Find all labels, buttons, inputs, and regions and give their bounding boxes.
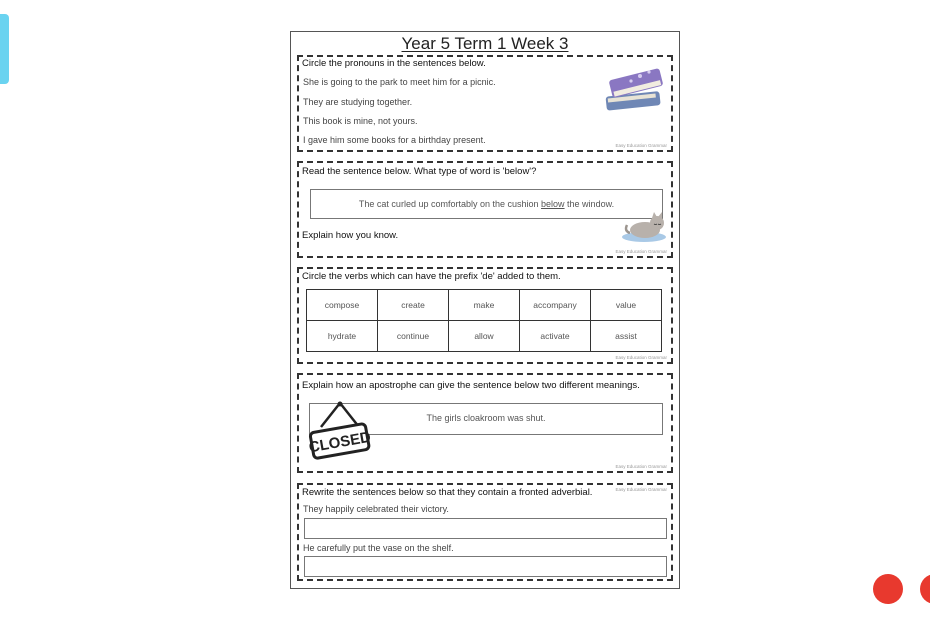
books-icon (602, 60, 668, 116)
table-row (307, 321, 662, 352)
sign-text: CLOSED (307, 428, 373, 457)
sentence-box (310, 189, 663, 219)
question-prompt: Read the sentence below. What type of word is 'below'? (302, 166, 537, 177)
worksheet-page (290, 31, 680, 589)
worksheet-title: Year 5 Term 1 Week 3 (401, 34, 569, 53)
section-fronted-adverbial (297, 483, 673, 581)
section-word-type (297, 161, 673, 258)
credit-label: Easy Education Grammar (615, 355, 667, 360)
section-pronouns (297, 55, 673, 152)
sentence-text: The cat curled up comfortably on the cushion (358, 199, 542, 209)
section-prefix-verbs (297, 267, 673, 364)
verb-cell[interactable]: assist (591, 321, 662, 352)
keyword-below: below (541, 199, 565, 209)
verb-cell[interactable]: accompany (520, 290, 591, 321)
sentence-line: I gave him some books for a birthday present. (303, 135, 486, 145)
verb-cell[interactable]: continue (378, 321, 449, 352)
sentence-line: This book is mine, not yours. (303, 116, 418, 126)
credit-label: Easy Education Grammar (615, 249, 667, 254)
verb-cell[interactable]: value (591, 290, 662, 321)
question-prompt: Explain how an apostrophe can give the sentence below two different meanings. (302, 380, 640, 391)
answer-line[interactable] (304, 518, 667, 539)
verb-cell[interactable]: hydrate (307, 321, 378, 352)
sentence-text: The girls cloakroom was shut. (426, 413, 546, 423)
sentence-line: They are studying together. (303, 97, 413, 107)
verb-table (306, 289, 662, 352)
decorative-dot-icon (920, 574, 930, 604)
verb-cell[interactable]: create (378, 290, 449, 321)
credit-label: Easy Education Grammar (615, 487, 667, 492)
closed-sign-icon (307, 401, 373, 461)
question-prompt: Rewrite the sentences below so that they contain a fronted adverbial. (302, 487, 593, 498)
explain-prompt: Explain how you know. (302, 230, 399, 241)
credit-label: Easy Education Grammar (615, 143, 667, 148)
answer-line[interactable] (304, 556, 667, 577)
sentence-line: He carefully put the vase on the shelf. (303, 543, 454, 553)
question-prompt: Circle the pronouns in the sentences below. (302, 58, 486, 69)
verb-cell[interactable]: make (449, 290, 520, 321)
question-prompt: Circle the verbs which can have the prefix 'de' added to them. (302, 271, 561, 282)
section-apostrophe (297, 373, 673, 473)
verb-cell[interactable]: activate (520, 321, 591, 352)
table-row (307, 290, 662, 321)
cat-icon (621, 211, 667, 243)
sentence-text: the window. (564, 199, 615, 209)
sentence-line: She is going to the park to meet him for a picnic. (303, 77, 496, 87)
decorative-dot-icon (873, 574, 903, 604)
credit-label: Easy Education Grammar (615, 464, 667, 469)
verb-cell[interactable]: compose (307, 290, 378, 321)
decorative-accent-bar (0, 14, 9, 84)
verb-cell[interactable]: allow (449, 321, 520, 352)
sentence-line: They happily celebrated their victory. (303, 504, 449, 514)
